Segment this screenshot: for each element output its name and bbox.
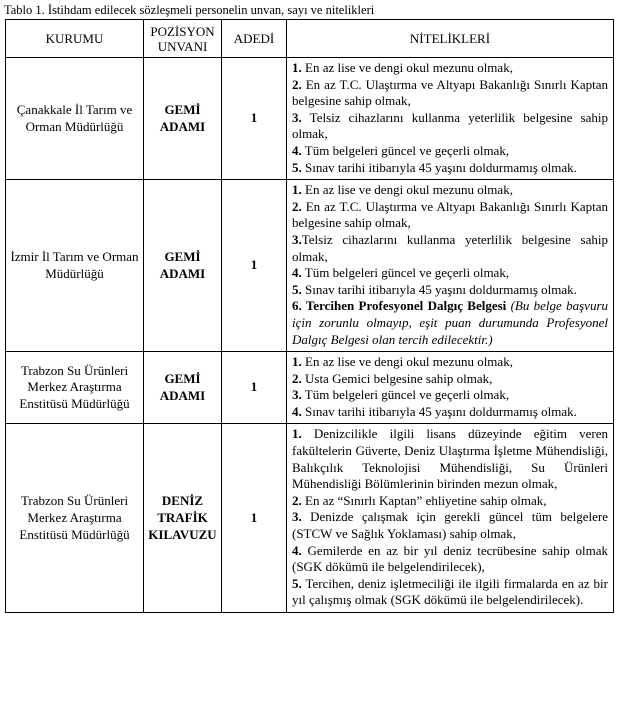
header-position: POZİSYON UNVANI bbox=[144, 20, 222, 58]
institution-cell: İzmir İl Tarım ve Orman Müdürlüğü bbox=[6, 180, 144, 352]
table-row bbox=[6, 58, 614, 180]
position-cell: GEMİ ADAMI bbox=[144, 58, 222, 180]
position-cell: GEMİ ADAMI bbox=[144, 180, 222, 352]
requirement-item-preferred: 6. Tercihen Profesyonel Dalgıç Belgesi (Bu belge başvuru için zorunlu olmayıp, eşit puan durumunda Profesyonel Dalgıç Belgesi olan tercih edilecektir.) bbox=[292, 298, 608, 347]
header-institution: KURUMU bbox=[6, 20, 144, 58]
requirement-item: 1. En az lise ve dengi okul mezunu olmak, bbox=[292, 60, 513, 75]
header-qualifications: NİTELİKLERİ bbox=[287, 20, 614, 58]
requirement-item: 5. Sınav tarihi itibarıyla 45 yaşını doldurmamış olmak. bbox=[292, 159, 577, 175]
requirement-item: 2. En az “Sınırlı Kaptan” ehliyetine sahip olmak, bbox=[292, 492, 547, 508]
requirement-item: 4. Gemilerde en az bir yıl deniz tecrübesine sahip olmak (SGK dökümü ile belgelendirilecek), bbox=[292, 542, 608, 575]
qualifications-cell bbox=[287, 180, 614, 352]
count-cell: 1 bbox=[222, 424, 287, 613]
table-row bbox=[6, 424, 614, 613]
qualifications-cell bbox=[287, 58, 614, 180]
staff-table bbox=[5, 19, 614, 613]
requirement-item: 4. Sınav tarihi itibarıyla 45 yaşını doldurmamış olmak. bbox=[292, 403, 577, 419]
position-cell: GEMİ ADAMI bbox=[144, 352, 222, 424]
count-cell: 1 bbox=[222, 58, 287, 180]
requirement-item: 4. Tüm belgeleri güncel ve geçerli olmak, bbox=[292, 142, 510, 158]
requirement-item: 3. Telsiz cihazlarını kullanma yeterlilik belgesine sahip olmak, bbox=[292, 109, 608, 142]
requirement-item: 3. Denizde çalışmak için gerekli güncel tüm belgelere (STCW ve Sağlık Yoklaması) sahip olmak, bbox=[292, 509, 608, 542]
requirement-item: 1. Denizcilikle ilgili lisans düzeyinde eğitim veren fakültelerin Güverte, Deniz Ulaştırma İşletme Mühendisliği, Balıkçılık Teknolojisi Mühendisliği, Su Ürünleri Mühendisliği Bölümlerinin birinden mezun olmak, bbox=[292, 426, 608, 492]
institution-cell: Trabzon Su Ürünleri Merkez Araştırma Enstitüsü Müdürlüğü bbox=[6, 352, 144, 424]
position-cell: DENİZ TRAFİK KILAVUZU bbox=[144, 424, 222, 613]
header-row bbox=[6, 20, 614, 58]
institution-cell: Çanakkale İl Tarım ve Orman Müdürlüğü bbox=[6, 58, 144, 180]
qualifications-cell bbox=[287, 424, 614, 613]
requirement-item: 5. Tercihen, deniz işletmeciliği ile ilgili firmalarda en az bir yıl çalışmış olmak (SGK dökümü ile belgelendirilecek). bbox=[292, 575, 608, 608]
qualifications-cell bbox=[287, 352, 614, 424]
header-count: ADEDİ bbox=[222, 20, 287, 58]
requirement-item: 2. Usta Gemici belgesine sahip olmak, bbox=[292, 370, 493, 386]
requirement-item: 4. Tüm belgeleri güncel ve geçerli olmak, bbox=[292, 265, 510, 281]
table-caption: Tablo 1. İstihdam edilecek sözleşmeli personelin unvan, sayı ve nitelikleri bbox=[4, 3, 375, 17]
requirement-item: 2. En az T.C. Ulaştırma ve Altyapı Bakanlığı Sınırlı Kaptan belgesine sahip olmak, bbox=[292, 76, 608, 109]
requirement-item: 1. En az lise ve dengi okul mezunu olmak, bbox=[292, 182, 513, 198]
count-cell: 1 bbox=[222, 352, 287, 424]
table-row bbox=[6, 180, 614, 352]
requirement-item: 1. En az lise ve dengi okul mezunu olmak, bbox=[292, 354, 513, 370]
count-cell: 1 bbox=[222, 180, 287, 352]
requirement-item: 2. En az T.C. Ulaştırma ve Altyapı Bakanlığı Sınırlı Kaptan belgesine sahip olmak, bbox=[292, 198, 608, 231]
table-row bbox=[6, 352, 614, 424]
requirement-item: 5. Sınav tarihi itibarıyla 45 yaşını doldurmamış olmak. bbox=[292, 281, 577, 297]
institution-cell: Trabzon Su Ürünleri Merkez Araştırma Enstitüsü Müdürlüğü bbox=[6, 424, 144, 613]
requirement-item: 3.Telsiz cihazlarını kullanma yeterlilik belgesine sahip olmak, bbox=[292, 231, 608, 264]
requirement-item: 3. Tüm belgeleri güncel ve geçerli olmak, bbox=[292, 387, 510, 403]
